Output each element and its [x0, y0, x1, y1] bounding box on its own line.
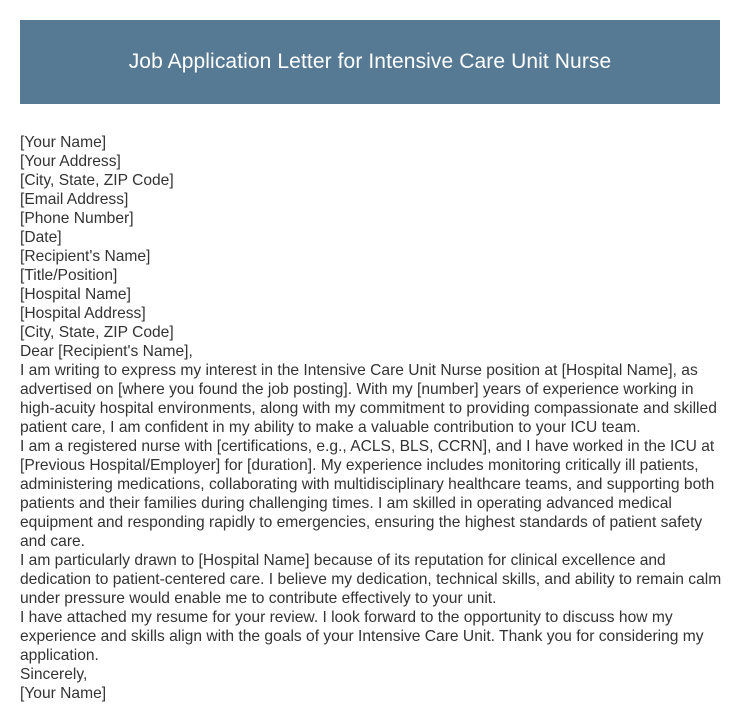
- closing: Sincerely,: [20, 666, 88, 683]
- sender-name: [Your Name]: [20, 134, 107, 151]
- letter-body: [20, 133, 725, 703]
- paragraph-closing: I have attached my resume for your review. I look forward to the opportunity to discuss how my experience and skills align with the goals of your Intensive Care Unit. Thank you for considering my application.: [20, 609, 704, 664]
- salutation: Dear [Recipient's Name],: [20, 343, 193, 360]
- letter-date: [Date]: [20, 229, 62, 246]
- paragraph-motivation: I am particularly drawn to [Hospital Name] because of its reputation for clinical excellence and dedication to patient-centered care. I believe my dedication, technical skills, and ability to remain calm under pressure would enable me to contribute effectively to your unit.: [20, 552, 722, 607]
- recipient-city-state-zip: [City, State, ZIP Code]: [20, 324, 174, 341]
- recipient-address: [Hospital Address]: [20, 305, 146, 322]
- sender-city-state-zip: [City, State, ZIP Code]: [20, 172, 174, 189]
- page-title: Job Application Letter for Intensive Care Unit Nurse: [128, 50, 612, 73]
- signature-name: [Your Name]: [20, 685, 107, 702]
- sender-phone: [Phone Number]: [20, 210, 134, 227]
- sender-address: [Your Address]: [20, 153, 121, 170]
- recipient-hospital: [Hospital Name]: [20, 286, 131, 303]
- sender-email: [Email Address]: [20, 191, 129, 208]
- paragraph-experience: I am a registered nurse with [certifications, e.g., ACLS, BLS, CCRN], and I have worked in the ICU at [Previous Hospital/Employer] for [duration]. My experience includes monitoring critically ill patients, administering medications, collaborating with multidisciplinary healthcare teams, and supporting both patients and their families during challenging times. I am skilled in operating advanced medical equipment and responding rapidly to emergencies, ensuring the highest standards of patient safety and care.: [20, 438, 715, 550]
- paragraph-intro: I am writing to express my interest in the Intensive Care Unit Nurse position at [Hospital Name], as advertised on [where you found the job posting]. With my [number] years of experience working in high-acuity hospital environments, along with my commitment to providing compassionate and skilled patient care, I am confident in my ability to make a valuable contribution to your ICU team.: [20, 362, 717, 436]
- recipient-name: [Recipient's Name]: [20, 248, 151, 265]
- recipient-title: [Title/Position]: [20, 267, 118, 284]
- title-banner: [20, 20, 720, 104]
